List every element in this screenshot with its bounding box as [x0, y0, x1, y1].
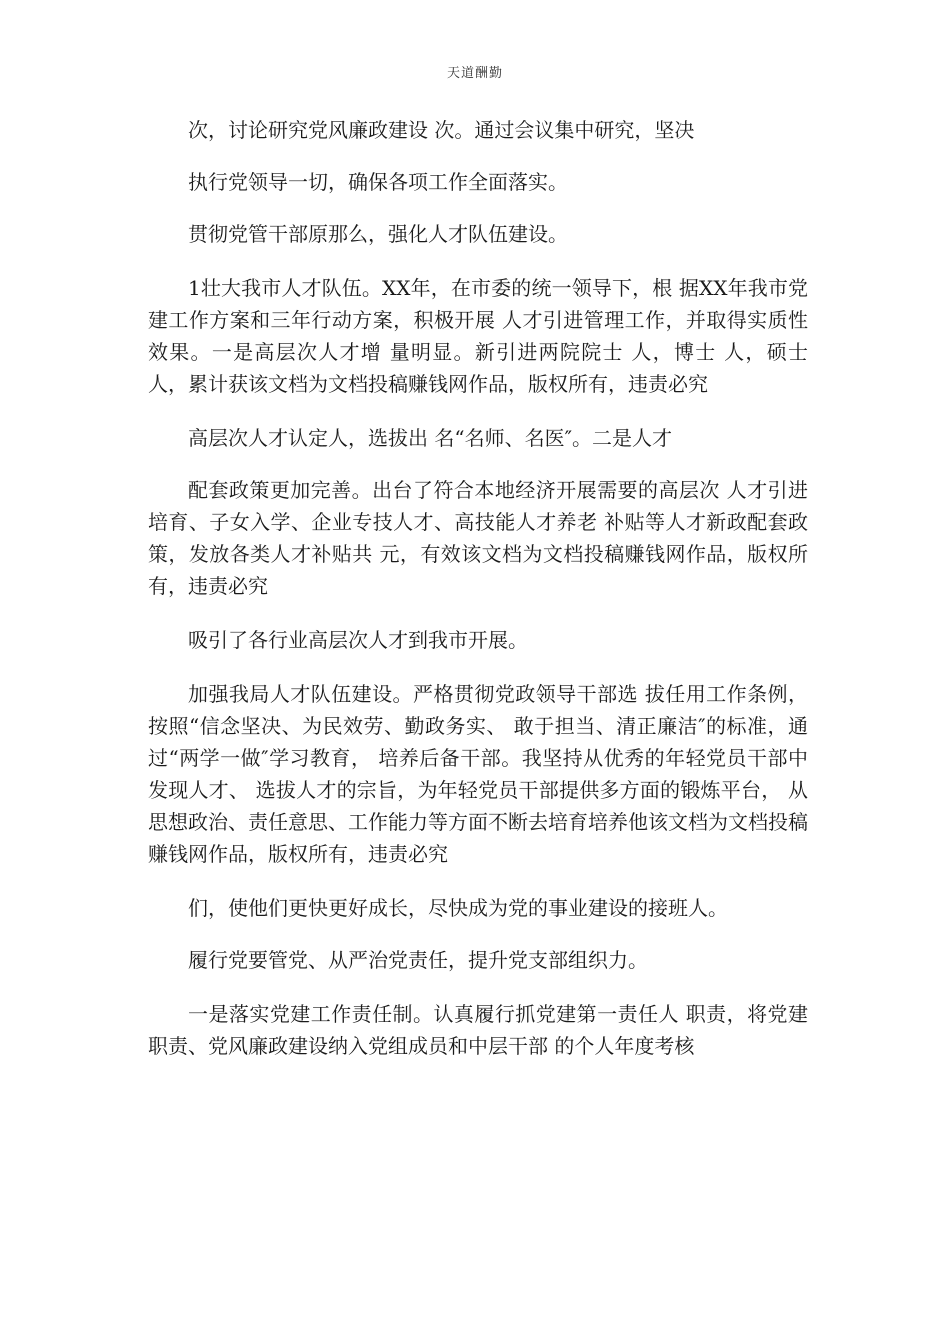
paragraph-2: 执行党领导一切，确保各项工作全面落实。	[188, 170, 568, 194]
document-body	[148, 114, 808, 1062]
paragraph-8: 加强我局人才队伍建设。严格贯彻党政领导干部选 拔任用工作条例，按照“信念坚决、为民效劳、勤政务实、 敢于担当、清正廉洁″的标准，通过“两学一做″学习教育， 培养后备干部。我坚持从优秀的年轻党员干部中发现人才、 选拔人才的宗旨，为年轻党员干部提供多方面的锻炼平台， 从思想政治、责任意思、工作能力等方面不断去培育培养他该文档为文档投稿赚钱网作品，版权所有，违责必究	[148, 682, 808, 866]
paragraph-11: 一是落实党建工作责任制。认真履行抓党建第一责任人 职责，将党建职责、党风廉政建设纳入党组成员和中层干部 的个人年度考核	[148, 1002, 808, 1058]
paragraph-4: 1壮大我市人才队伍。XX年，在市委的统一领导下，根 据XX年我市党建工作方案和三年行动方案，积极开展 人才引进管理工作，并取得实质性效果。一是高层次人才增 量明显。新引进两院院士 人，博士 人，硕士 人，累计获该文档为文档投稿赚钱网作品，版权所有，违责必究	[148, 276, 808, 396]
paragraph-1: 次，讨论研究党风廉政建设 次。通过会议集中研究，坚决	[188, 118, 695, 142]
paragraph-3: 贯彻党管干部原那么，强化人才队伍建设。	[188, 222, 568, 246]
page-header: 天道酬勤	[446, 66, 503, 81]
paragraph-6: 配套政策更加完善。出台了符合本地经济开展需要的高层次 人才引进培育、子女入学、企业专技人才、高技能人才养老 补贴等人才新政配套政策，发放各类人才补贴共 元，有效该文档为文档投稿赚钱网作品，版权所有，违责必究	[148, 478, 808, 598]
paragraph-10: 履行党要管党、从严治党责任，提升党支部组织力。	[188, 948, 648, 972]
paragraph-7: 吸引了各行业高层次人才到我市开展。	[188, 628, 528, 652]
paragraph-5: 高层次人才认定人，选拔出 名“名师、名医″。二是人才	[188, 426, 673, 450]
paragraph-9: 们，使他们更快更好成长，尽快成为党的事业建设的接班人。	[188, 896, 728, 920]
